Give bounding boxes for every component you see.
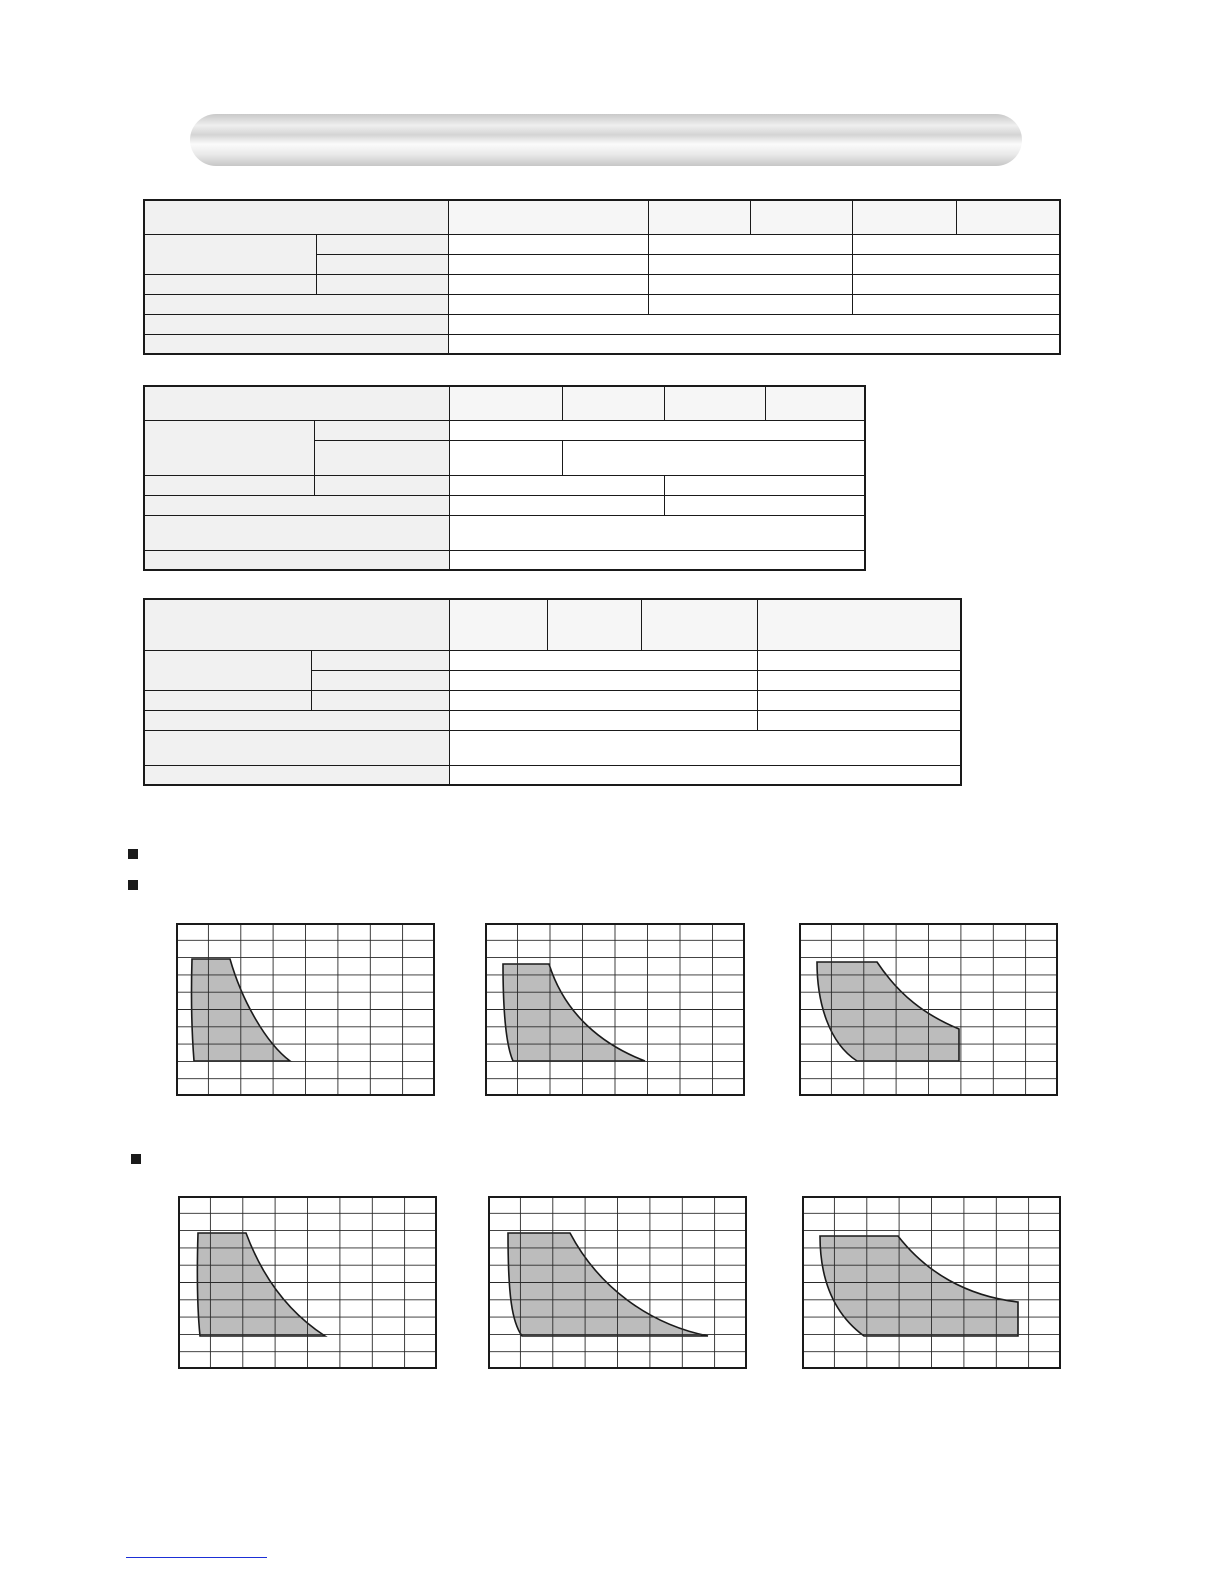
spec-table-2 [143, 385, 866, 571]
table2-row-label [144, 420, 314, 475]
table1-col-4 [852, 200, 956, 234]
table2-row-label [144, 550, 449, 570]
table1-cell [852, 294, 1060, 314]
table1-cell [852, 274, 1060, 294]
table1-cell [852, 254, 1060, 274]
table3-cell [449, 765, 961, 785]
table1-cell [448, 254, 648, 274]
chart-grid [802, 1196, 1061, 1369]
table1-sub-label [316, 274, 448, 294]
range-chart-3 [799, 923, 1058, 1096]
table2-row-label [144, 515, 449, 550]
bullet-icon [128, 849, 138, 859]
table2-sub-label [314, 420, 449, 440]
table1-cell [448, 234, 648, 254]
table1-cell [448, 274, 648, 294]
operating-range-area [197, 1233, 325, 1336]
table3-cell [757, 710, 961, 730]
table2-cell [449, 495, 664, 515]
table1-row-label [144, 294, 448, 314]
range-chart-6 [802, 1196, 1061, 1369]
operating-range-area [820, 1236, 1018, 1336]
table1-cell [648, 254, 852, 274]
table2-row-label [144, 495, 449, 515]
table2-cell [449, 475, 664, 495]
operating-range-area [817, 962, 959, 1061]
table1-sub-label [316, 254, 448, 274]
table1-cell [448, 294, 648, 314]
table2-cell [449, 420, 865, 440]
table3-col-1 [449, 599, 547, 650]
table1-cell [448, 334, 1060, 354]
table1-cell [448, 314, 1060, 334]
footer-link-underline [126, 1557, 267, 1558]
table3-row-label [144, 765, 449, 785]
table1-cell [648, 234, 852, 254]
table2-cell [449, 550, 865, 570]
table2-row-label [144, 475, 314, 495]
chart-grid [488, 1196, 747, 1369]
chart-grid [178, 1196, 437, 1369]
table3-cell [757, 650, 961, 670]
table2-cell [664, 475, 865, 495]
bullet-icon [131, 1154, 141, 1164]
table3-header-label [144, 599, 449, 650]
range-chart-2 [485, 923, 745, 1096]
table2-col-1 [449, 386, 562, 420]
table3-col-3 [641, 599, 757, 650]
table3-col-2 [547, 599, 641, 650]
table3-sub-label [311, 670, 449, 690]
table2-col-3 [664, 386, 765, 420]
table1-col-2 [648, 200, 750, 234]
table3-row-label [144, 690, 311, 710]
table1-col-5 [956, 200, 1060, 234]
table3-row-label [144, 710, 449, 730]
table2-cell [562, 440, 865, 475]
spec-table-3 [143, 598, 962, 786]
table3-cell [757, 670, 961, 690]
table3-cell [449, 670, 757, 690]
table3-cell [449, 690, 757, 710]
table1-col-3 [750, 200, 852, 234]
spec-table-1 [143, 199, 1061, 355]
table2-cell [449, 515, 865, 550]
table1-row-label [144, 334, 448, 354]
table3-col-4 [757, 599, 961, 650]
table3-sub-label [311, 690, 449, 710]
operating-range-area [503, 964, 645, 1061]
table1-sub-label [316, 234, 448, 254]
range-chart-1 [176, 923, 435, 1096]
table2-cell [449, 440, 562, 475]
table1-row-label [144, 234, 316, 274]
table2-header-label [144, 386, 449, 420]
table3-sub-label [311, 650, 449, 670]
chart-grid [176, 923, 435, 1096]
table1-cell [852, 234, 1060, 254]
table3-cell [449, 730, 961, 765]
table1-row-label [144, 314, 448, 334]
table3-cell [757, 690, 961, 710]
table3-row-label [144, 650, 311, 690]
chart-grid [485, 923, 745, 1096]
table2-cell [664, 495, 865, 515]
table3-row-label [144, 730, 449, 765]
range-chart-5 [488, 1196, 747, 1369]
bullet-icon [128, 880, 138, 890]
table2-sub-label [314, 440, 449, 475]
section-title-banner [190, 114, 1022, 166]
chart-grid [799, 923, 1058, 1096]
operating-range-area [508, 1233, 708, 1336]
table1-cell [648, 294, 852, 314]
table3-cell [449, 650, 757, 670]
table1-cell [648, 274, 852, 294]
table3-cell [449, 710, 757, 730]
table1-row-label [144, 274, 316, 294]
table1-header-label [144, 200, 448, 234]
table1-col-1 [448, 200, 648, 234]
range-chart-4 [178, 1196, 437, 1369]
table2-col-4 [765, 386, 865, 420]
table2-col-2 [562, 386, 664, 420]
table2-sub-label [314, 475, 449, 495]
